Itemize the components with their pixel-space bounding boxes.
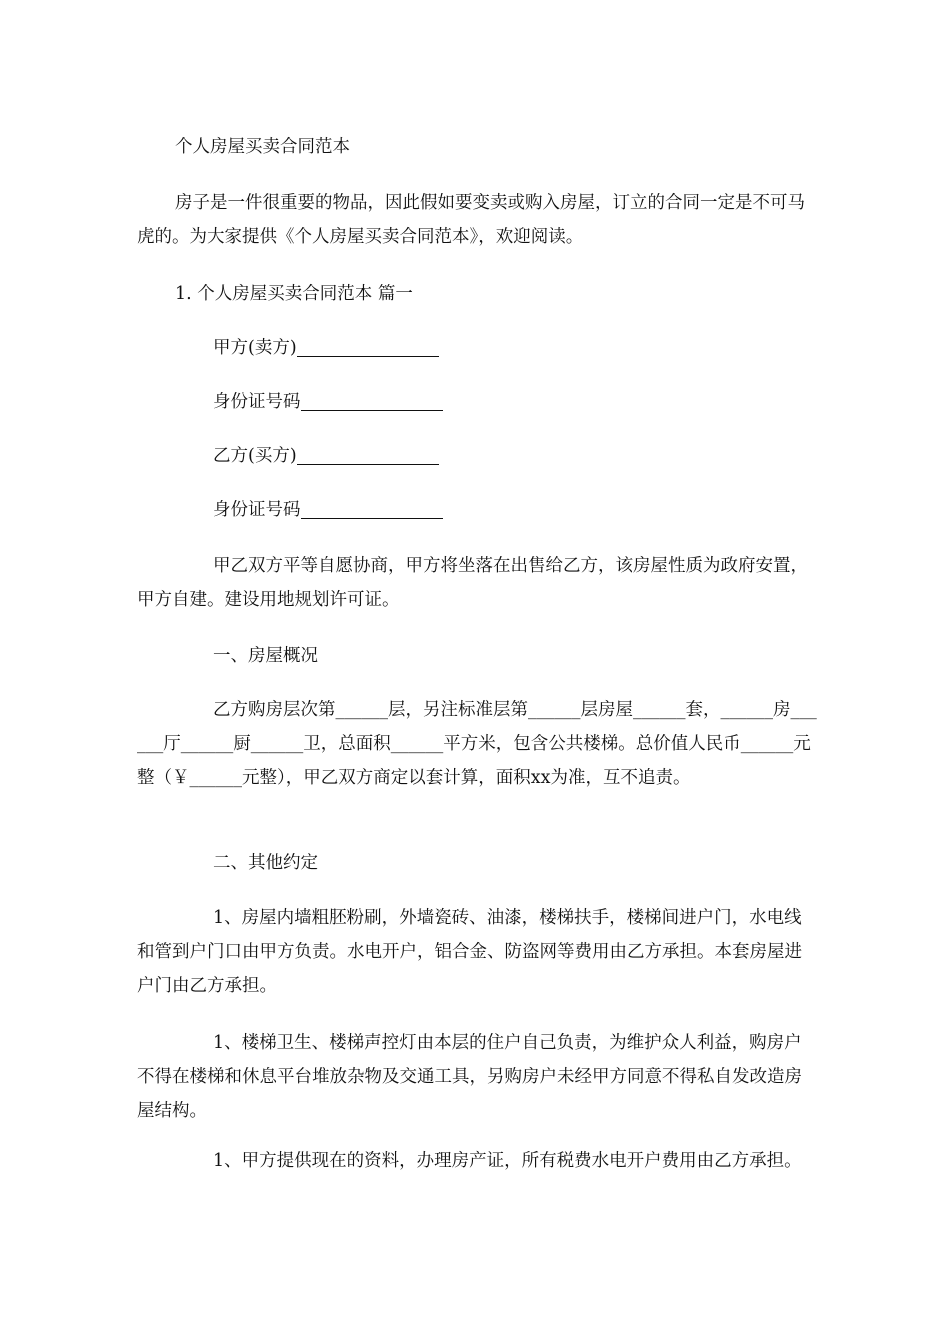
overview-paragraph: 乙方购房层次第______层，另注标准层第______层房屋______套，______房______厅______厨______卫，总面积______平方米，包含公共楼梯。总价值人民币______元整（￥______元整），甲乙双方商定以套计算，面积xx为准，互不追责。 (137, 700, 817, 788)
agreement-paragraph: 甲乙双方平等自愿协商，甲方将坐落在出售给乙方，该房屋性质为政府安置，甲方自建。建设用地规划许可证。 (137, 556, 808, 610)
blank-line (301, 390, 443, 411)
field-label: 乙方(买方) (213, 446, 297, 466)
heading-other-terms: 二、其他约定 (213, 853, 318, 873)
blank-line (297, 336, 439, 357)
clause-paragraph-3: 1、甲方提供现在的资料，办理房产证，所有税费水电开户费用由乙方承担。 (213, 1151, 802, 1171)
field-label: 身份证号码 (213, 500, 301, 520)
clause-paragraph-2: 1、楼梯卫生、楼梯声控灯由本层的住户自己负责，为维护众人利益，购房户不得在楼梯和休息平台堆放杂物及交通工具，另购房户未经甲方同意不得私自发改造房屋结构。 (137, 1033, 802, 1121)
field-label: 甲方(卖方) (213, 338, 297, 358)
buyer-id-field (213, 493, 443, 527)
blank-line (301, 498, 443, 519)
clause-paragraph-1: 1、房屋内墙粗胚粉刷，外墙瓷砖、油漆，楼梯扶手，楼梯间进户门，水电线和管到户门口由甲方负责。水电开户，铝合金、防盗网等费用由乙方承担。本套房屋进户门由乙方承担。 (137, 908, 802, 996)
heading-overview: 一、房屋概况 (213, 646, 318, 666)
buyer-field (213, 439, 439, 473)
intro-paragraph: 房子是一件很重要的物品，因此假如要变卖或购入房屋，订立的合同一定是不可马虎的。为大家提供《个人房屋买卖合同范本》，欢迎阅读。 (137, 193, 805, 247)
seller-id-field (213, 385, 443, 419)
section-heading: 1. 个人房屋买卖合同范本 篇一 (175, 284, 413, 304)
document-title: 个人房屋买卖合同范本 (175, 137, 350, 157)
seller-field (213, 331, 439, 365)
field-label: 身份证号码 (213, 392, 301, 412)
blank-line (297, 444, 439, 465)
